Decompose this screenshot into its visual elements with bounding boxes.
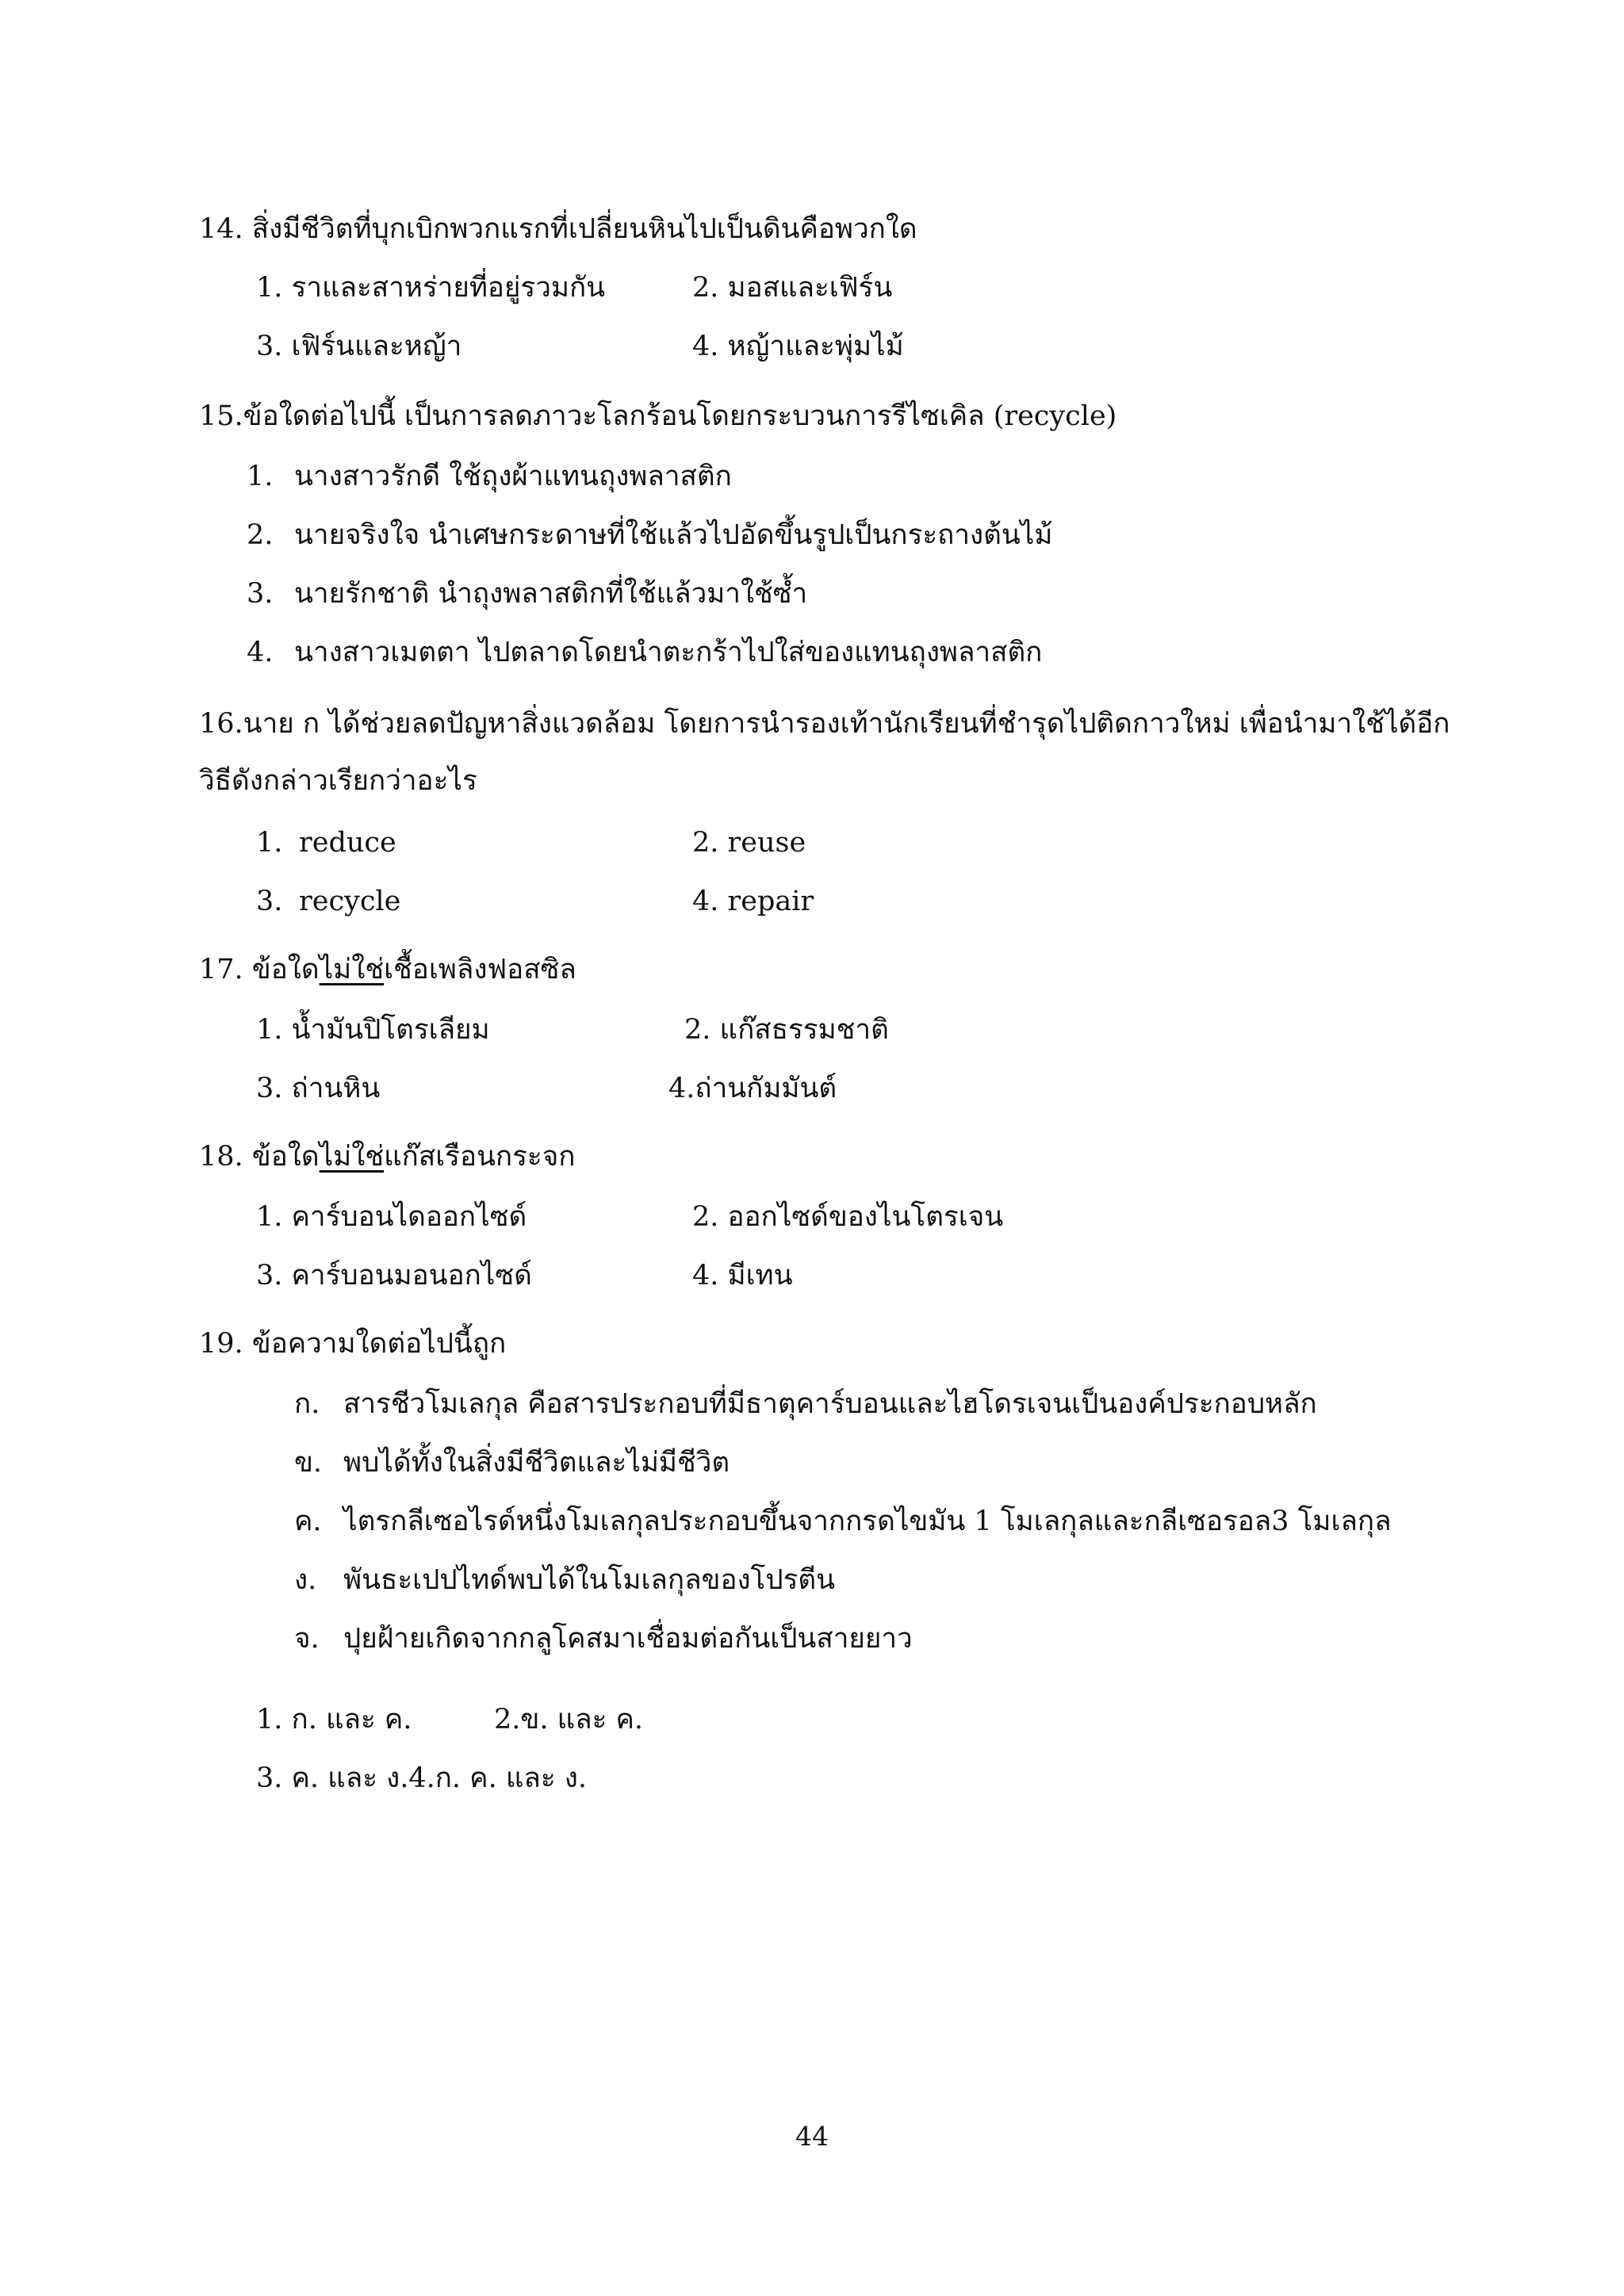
question-15-stem: 15.ข้อใดต่อไปนี้ เป็นการลดภาวะโลกร้อนโดยกระบวนการรีไซเคิล (recycle) <box>199 400 1117 432</box>
question-16-stem-line-2: วิธีดังกล่าวเรียกว่าอะไร <box>199 765 477 797</box>
page-number: 44 <box>795 2121 829 2152</box>
question-19-statement-text: พันธะเปปไทด์พบได้ในโมเลกุลของโปรตีน <box>343 1564 836 1596</box>
question-19-choice-1: 1. ก. และ ค. <box>256 1704 412 1735</box>
question-15-choice-4-text: นางสาวเมตตา ไปตลาดโดยนำตะกร้าไปใส่ของแทนถุงพลาสติก <box>294 637 1043 668</box>
question-14-choice-2: 2. มอสและเฟิร์น <box>692 272 893 304</box>
question-19-statement-label: ข. <box>294 1447 323 1479</box>
question-19-statement-text: พบได้ทั้งในสิ่งมีชีวิตและไม่มีชีวิต <box>343 1447 730 1479</box>
question-19-statement-text: ไตรกลีเซอไรด์หนึ่งโมเลกุลประกอบขึ้นจากกรดไขมัน 1 โมเลกุลและกลีเซอรอล3 โมเลกุล <box>343 1506 1392 1537</box>
question-16-stem-line-1: 16.นาย ก ได้ช่วยลดปัญหาสิ่งแวดล้อม โดยการนำรองเท้านักเรียนที่ชำรุดไปติดกาวใหม่ เพื่อนำมาใช้ได้อีก <box>199 708 1450 740</box>
question-16-choice-4: 4. repair <box>692 886 814 917</box>
question-18-stem-prefix: 18. ข้อใด <box>199 1141 320 1173</box>
question-19-statement-label: ก. <box>294 1388 320 1420</box>
question-15-choice-2-text: นายจริงใจ นำเศษกระดาษที่ใช้แล้วไปอัดขึ้นรูปเป็นกระถางต้นไม้ <box>294 519 1053 551</box>
question-15-choice-1-text: นางสาวรักดี ใช้ถุงผ้าแทนถุงพลาสติก <box>294 461 732 492</box>
question-16-choice-3-text: recycle <box>299 886 401 917</box>
question-16-choice-1-number: 1. <box>256 827 283 859</box>
question-16-choice-3-number: 3. <box>256 886 283 917</box>
question-18-choice-3: 3. คาร์บอนมอนอกไซด์ <box>256 1260 532 1292</box>
question-19-statement-text: สารชีวโมเลกุล คือสารประกอบที่มีธาตุคาร์บอนและไฮโดรเจนเป็นองค์ประกอบหลัก <box>343 1388 1317 1420</box>
question-16-choice-2: 2. reuse <box>692 827 806 859</box>
question-15-choice-3-number: 3. <box>247 578 274 610</box>
question-18-stem-suffix: แก๊สเรือนกระจก <box>384 1141 576 1173</box>
question-18-choice-4: 4. มีเทน <box>692 1260 793 1292</box>
question-17-choice-2: 2. แก๊สธรรมชาติ <box>684 1014 889 1046</box>
question-17-choice-3: 3. ถ่านหิน <box>256 1073 381 1104</box>
question-18-stem-emphasis: ไม่ใช่ <box>319 1141 385 1173</box>
question-17-stem-prefix: 17. ข้อใด <box>199 954 320 985</box>
question-17-choice-4: 4.ถ่านกัมมันต์ <box>668 1073 837 1104</box>
question-15-choice-4-number: 4. <box>247 637 274 668</box>
question-14-choice-3: 3. เฟิร์นและหญ้า <box>256 331 462 362</box>
question-18-choice-2: 2. ออกไซด์ของไนโตรเจน <box>692 1201 1004 1233</box>
question-19-stem: 19. ข้อความใดต่อไปนี้ถูก <box>199 1328 507 1360</box>
question-15-choice-1-number: 1. <box>247 461 274 492</box>
question-17-stem <box>199 951 576 988</box>
question-18-stem <box>199 1138 575 1175</box>
question-14-stem: 14. สิ่งมีชีวิตที่บุกเบิกพวกแรกที่เปลี่ยนหินไปเป็นดินคือพวกใด <box>199 213 917 245</box>
question-19-statement-label: ค. <box>294 1506 322 1537</box>
question-17-stem-emphasis: ไม่ใช่ <box>319 954 385 985</box>
question-15-choice-3-text: นายรักชาติ นำถุงพลาสติกที่ใช้แล้วมาใช้ซ้ำ <box>294 578 808 610</box>
question-19-statement-label: จ. <box>294 1623 320 1655</box>
question-19-statement-text: ปุยฝ้ายเกิดจากกลูโคสมาเชื่อมต่อกันเป็นสายยาว <box>343 1623 913 1655</box>
question-19-statement-label: ง. <box>294 1564 317 1596</box>
question-15-choice-2-number: 2. <box>247 519 274 551</box>
question-19-choice-2: 2.ข. และ ค. <box>494 1704 644 1735</box>
question-19-choice-3-4: 3. ค. และ ง.4.ก. ค. และ ง. <box>256 1762 587 1794</box>
question-18-choice-1: 1. คาร์บอนไดออกไซด์ <box>256 1201 527 1233</box>
question-14-choice-4: 4. หญ้าและพุ่มไม้ <box>692 331 904 362</box>
question-16-choice-1-text: reduce <box>299 827 396 859</box>
question-17-choice-1: 1. น้ำมันปิโตรเลียม <box>256 1014 490 1046</box>
question-17-stem-suffix: เชื้อเพลิงฟอสซิล <box>384 954 576 985</box>
question-14-choice-1: 1. ราและสาหร่ายที่อยู่รวมกัน <box>256 272 606 304</box>
